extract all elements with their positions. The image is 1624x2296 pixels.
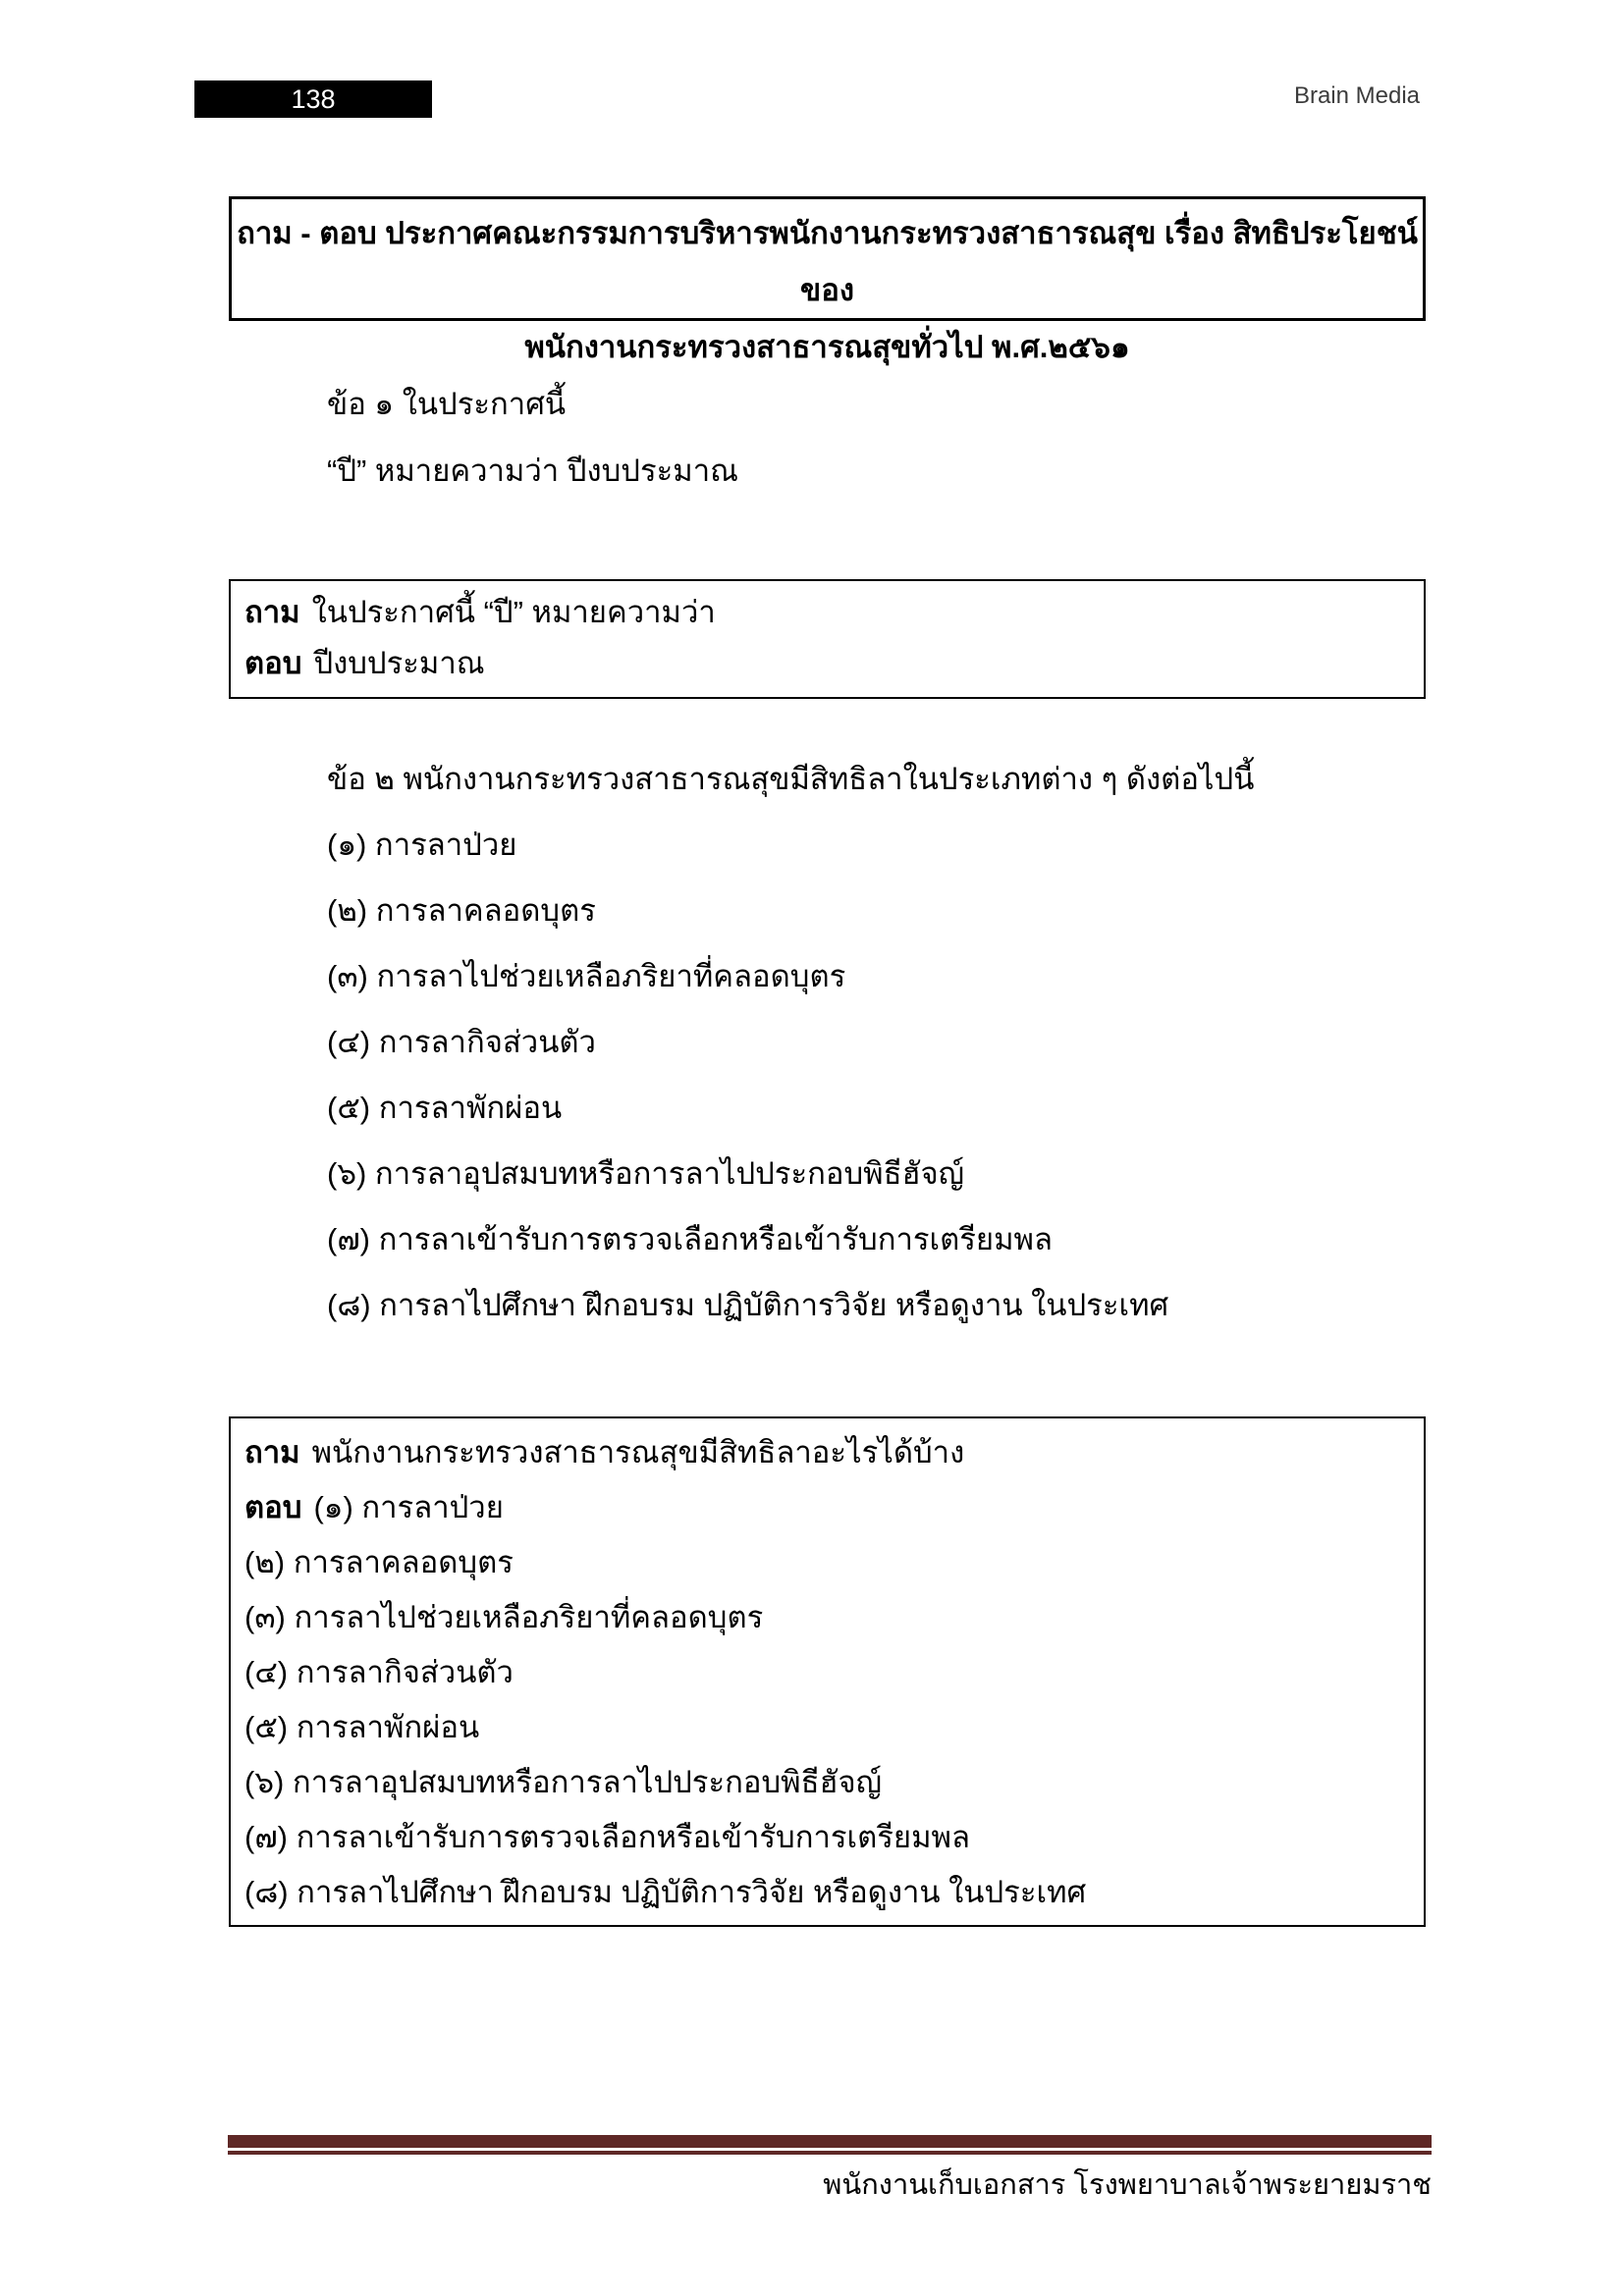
qa-box-1: [229, 579, 1426, 699]
list-item: (๒) การลาคลอดบุตร: [244, 1545, 514, 1579]
page-number-box: [194, 80, 432, 118]
list-item: (๕) การลาพักผ่อน: [244, 1710, 480, 1744]
qa2-answer-label: ตอบ: [244, 1490, 302, 1524]
list-item: (๑) การลาป่วย: [327, 828, 517, 862]
list-item: (๔) การลากิจส่วนตัว: [244, 1655, 514, 1689]
list-item: (๓) การลาไปช่วยเหลือภริยาที่คลอดบุตร: [244, 1600, 764, 1634]
title-line-2: พนักงานกระทรวงสาธารณสุขทั่วไป พ.ศ.๒๕๖๑: [524, 330, 1130, 364]
list-item: (๒) การลาคลอดบุตร: [327, 893, 596, 928]
qa2-answer-line: [244, 1480, 1410, 1535]
footer-rule-thick-bar: [228, 2135, 1432, 2148]
list-item: (๘) การลาไปศึกษา ฝึกอบรม ปฏิบัติการวิจัย หรือดูงาน ในประเทศ: [244, 1875, 1087, 1909]
qa1-answer-label: ตอบ: [244, 646, 302, 680]
list-item: (๔) การลากิจส่วนตัว: [327, 1025, 596, 1059]
section-2-heading: ข้อ ๒ พนักงานกระทรวงสาธารณสุขมีสิทธิลาในประเภทต่าง ๆ ดังต่อไปนี้: [327, 762, 1255, 796]
qa2-question-line: [244, 1425, 1410, 1480]
section-1-line-1: ข้อ ๑ ในประกาศนี้: [327, 387, 567, 421]
qa1-question-text: ในประกาศนี้ “ปี” หมายความว่า: [311, 595, 716, 629]
qa2-question-text: พนักงานกระทรวงสาธารณสุขมีสิทธิลาอะไรได้บ้าง: [311, 1435, 965, 1469]
footer-rule: [228, 2135, 1432, 2155]
list-item: (๗) การลาเข้ารับการตรวจเลือกหรือเข้ารับการเตรียมพล: [244, 1820, 970, 1854]
title-box: [229, 196, 1426, 364]
qa1-answer-text: ปีงบประมาณ: [313, 646, 485, 680]
qa2-question-label: ถาม: [244, 1435, 300, 1469]
page-number: 138: [291, 83, 336, 114]
qa2-answer-first-item: (๑) การลาป่วย: [313, 1490, 504, 1524]
list-item: (๘) การลาไปศึกษา ฝึกอบรม ปฏิบัติการวิจัย หรือดูงาน ในประเทศ: [327, 1288, 1169, 1322]
section-1: [327, 371, 738, 505]
list-item: (๗) การลาเข้ารับการตรวจเลือกหรือเข้ารับการเตรียมพล: [327, 1222, 1053, 1256]
list-item: (๖) การลาอุปสมบทหรือการลาไปประกอบพิธีฮัจญ์: [327, 1156, 965, 1191]
qa1-answer-line: [244, 638, 1410, 689]
footer-text: พนักงานเก็บเอกสาร โรงพยาบาลเจ้าพระยายมราช: [823, 2169, 1432, 2201]
list-item: (๕) การลาพักผ่อน: [327, 1091, 563, 1125]
footer-rule-thin-bar: [228, 2151, 1432, 2155]
qa-box-2: [229, 1416, 1426, 1927]
title-line-1: ถาม - ตอบ ประกาศคณะกรรมการบริหารพนักงานกระทรวงสาธารณสุข เรื่อง สิทธิประโยชน์ของ: [237, 216, 1418, 307]
section-1-line-2: “ปี” หมายความว่า ปีงบประมาณ: [327, 454, 738, 488]
qa1-question-line: [244, 587, 1410, 638]
list-item: (๓) การลาไปช่วยเหลือภริยาที่คลอดบุตร: [327, 959, 846, 993]
brand-name: Brain Media: [1293, 82, 1420, 109]
list-item: (๖) การลาอุปสมบทหรือการลาไปประกอบพิธีฮัจญ์: [244, 1765, 883, 1799]
qa1-question-label: ถาม: [244, 595, 300, 629]
section-2: [327, 746, 1254, 1338]
